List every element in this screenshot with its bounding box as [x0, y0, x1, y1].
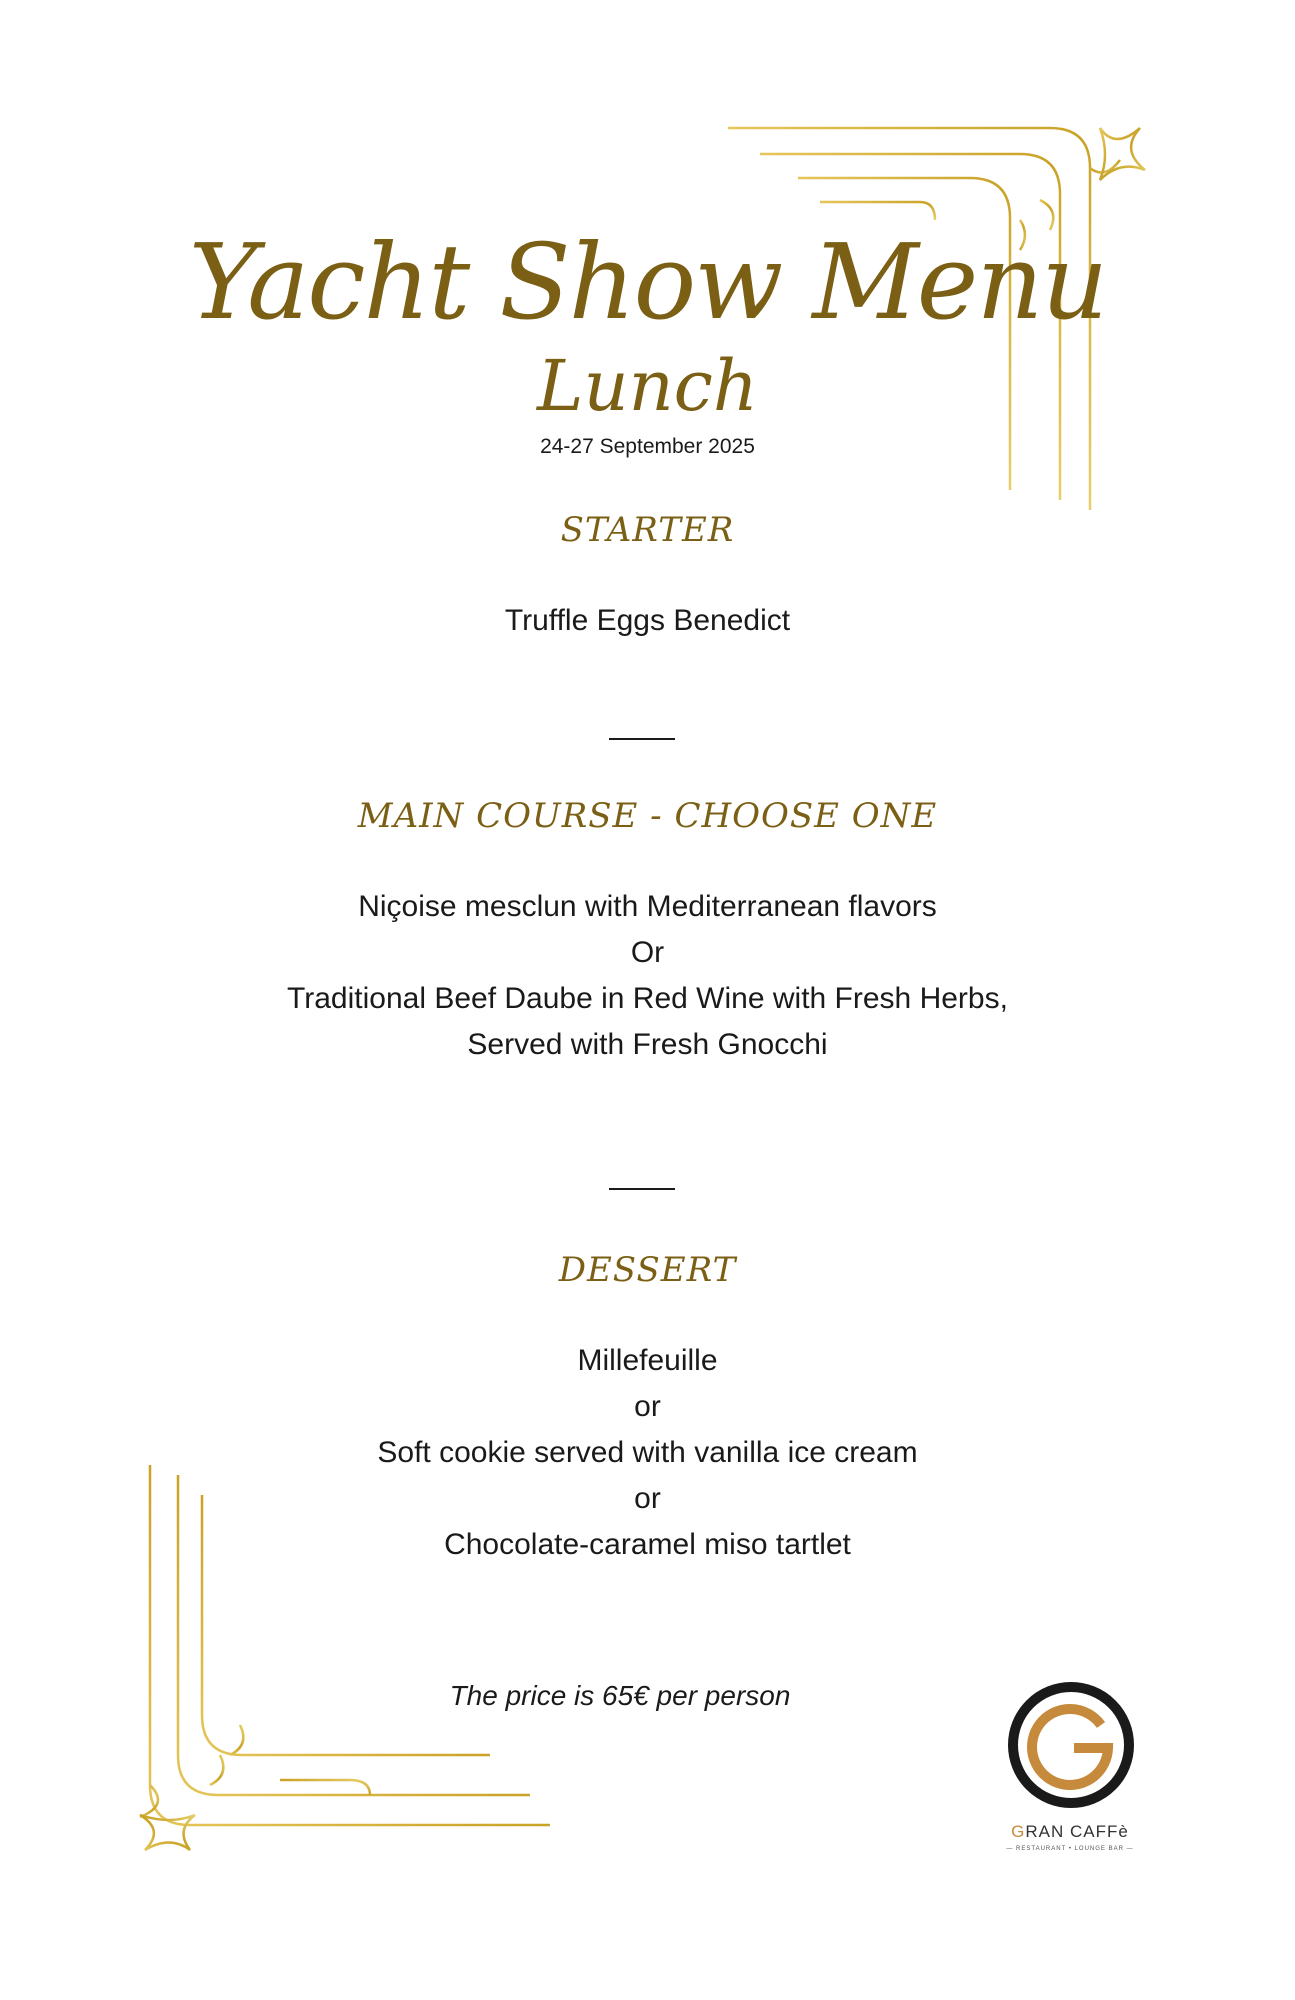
menu-item-separator: or: [634, 1482, 661, 1515]
section-divider: [609, 1188, 675, 1190]
logo-name-initial: G: [1011, 1822, 1026, 1841]
menu-item: Niçoise mesclun with Mediterranean flavors: [358, 890, 937, 923]
menu-item: Truffle Eggs Benedict: [504, 604, 791, 637]
section-items-dessert: [0, 1338, 1295, 1568]
menu-title: Yacht Show Menu: [188, 221, 1107, 343]
logo-name: [1000, 1822, 1140, 1842]
menu-item-separator: Or: [630, 936, 665, 969]
menu-item: Chocolate-caramel miso tartlet: [444, 1528, 851, 1561]
menu-date: 24-27 September 2025: [540, 435, 755, 458]
section-items-starter: [0, 598, 1295, 644]
menu-item: Soft cookie served with vanilla ice cream: [377, 1436, 918, 1469]
menu-item: Traditional Beef Daube in Red Wine with Fresh Herbs,: [287, 982, 1008, 1015]
section-heading-main-course: MAIN COURSE - CHOOSE ONE: [357, 796, 938, 836]
gran-caffe-logo-icon: [1006, 1680, 1136, 1810]
section-heading-dessert: DESSERT: [558, 1250, 737, 1290]
menu-subtitle: Lunch: [537, 345, 758, 427]
section-heading-starter: STARTER: [560, 510, 735, 550]
menu-item: Millefeuille: [577, 1344, 718, 1377]
menu-item: Served with Fresh Gnocchi: [467, 1028, 828, 1061]
logo-name-rest: RAN CAFFè: [1025, 1822, 1129, 1841]
section-divider: [609, 738, 675, 740]
section-items-main-course: [0, 884, 1295, 1068]
menu-item-separator: or: [634, 1390, 661, 1423]
price-note: The price is 65€ per person: [449, 1680, 791, 1711]
logo-tagline: — RESTAURANT • LOUNGE BAR —: [1006, 1846, 1134, 1852]
